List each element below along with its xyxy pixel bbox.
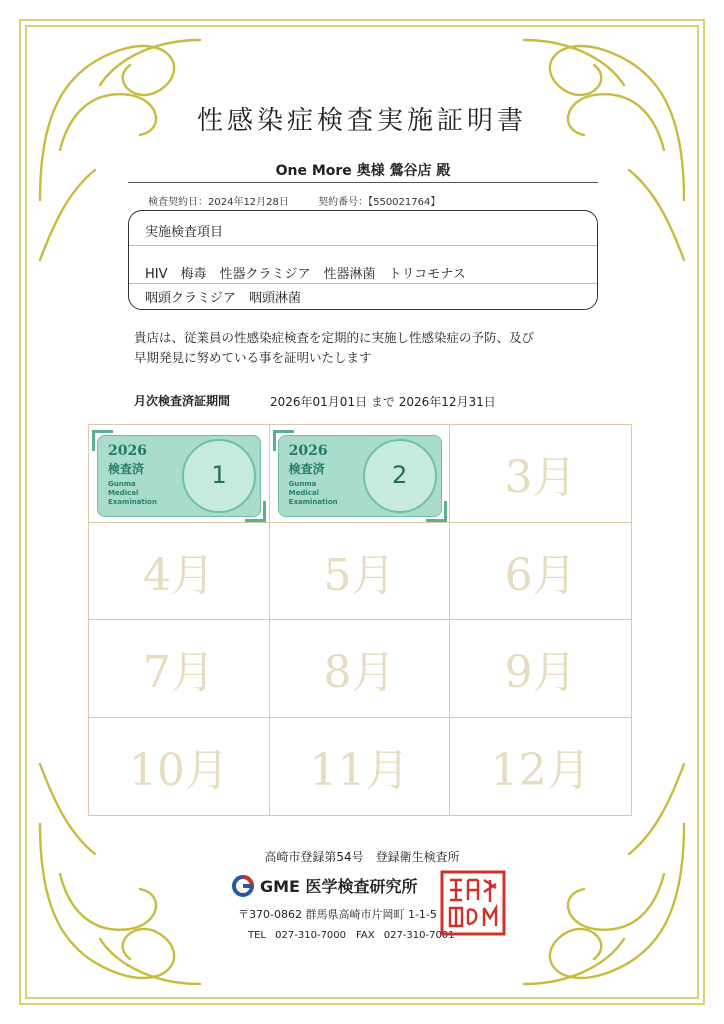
org-logo: [232, 874, 418, 897]
registration-text: 高崎市登録第54号 登録衛生検査所: [264, 850, 460, 864]
org-contact: TEL 027-310-7000 FAX 027-310-7001: [248, 930, 455, 941]
stamp-status: 検査済: [288, 462, 325, 476]
month-cell-10: 10月: [89, 718, 270, 816]
contract-info-row: [148, 193, 440, 208]
inspection-stamp-1: [97, 435, 261, 517]
stamp-year: 2026: [288, 443, 328, 459]
stamp-org-line: Gunma: [288, 480, 317, 488]
contract-number-label: 契約番号：: [318, 197, 369, 208]
contract-date-label: 検査契約日：: [148, 197, 208, 208]
stamp-status: 検査済: [108, 462, 145, 476]
contract-number-value: 【550021764】: [368, 197, 441, 208]
test-items-divider: [129, 245, 597, 246]
stamp-number: 2: [392, 461, 408, 489]
certification-statement: [134, 328, 604, 368]
month-cell-9: 9月: [450, 620, 631, 718]
stamp-org-line: Examination: [108, 498, 157, 506]
stamp-circle: [182, 439, 256, 513]
recipient-underline: [128, 182, 598, 183]
red-company-seal-icon: [440, 870, 506, 936]
test-items-line-2: 咽頭クラミジア 咽頭淋菌: [145, 291, 302, 306]
monthly-stamp-grid: [88, 424, 632, 816]
month-cell-3: 3月: [450, 425, 631, 523]
stamp-org-line: Gunma: [108, 480, 136, 488]
stamp-org-line: Medical: [108, 489, 139, 497]
statement-line-2: 早期発見に努めている事を証明いたします: [134, 350, 372, 365]
gme-logo-icon: [232, 875, 254, 897]
month-cell-5: 5月: [270, 523, 451, 621]
month-cell-1: [89, 425, 270, 523]
month-cell-12: 12月: [490, 745, 591, 797]
stamp-org-line: Medical: [288, 489, 320, 497]
inspection-stamp-2: [278, 435, 442, 517]
org-address: 〒370-0862 群馬県高崎市片岡町 1-1-5: [238, 908, 437, 921]
statement-line-1: 貴店は、従業員の性感染症検査を定期的に実施し性感染症の予防、及び: [134, 330, 535, 345]
test-items-line-1: HIV 梅毒 性器クラミジア 性器淋菌 トリコモナス: [145, 267, 466, 282]
month-cell-2: [270, 425, 451, 523]
stamp-circle: [363, 439, 437, 513]
org-name: GME 医学検査研究所: [260, 877, 418, 896]
test-items-divider: [129, 283, 597, 284]
month-cell-11: 11月: [270, 718, 451, 816]
stamp-org: [289, 480, 338, 507]
certificate-title: 性感染症検査実施証明書: [196, 106, 527, 136]
test-items-heading: 実施検査項目: [145, 225, 224, 240]
period-label: 月次検査済証期間: [134, 394, 231, 408]
test-items-box: [128, 210, 598, 310]
stamp-org: [108, 480, 157, 507]
month-cell-8: 8月: [270, 620, 451, 718]
month-cell-4: 4月: [89, 523, 270, 621]
stamp-year: 2026: [108, 443, 147, 459]
contract-date-value: 2024年12月28日: [208, 197, 289, 208]
stamp-number: 1: [211, 461, 227, 489]
recipient-name: One More 奥様 鶯谷店 殿: [275, 163, 451, 179]
month-cell-7: 7月: [89, 620, 270, 718]
period-value: 2026年01月01日 まで 2026年12月31日: [270, 395, 496, 409]
month-cell-6: 6月: [450, 523, 631, 621]
stamp-org-line: Examination: [288, 498, 338, 506]
